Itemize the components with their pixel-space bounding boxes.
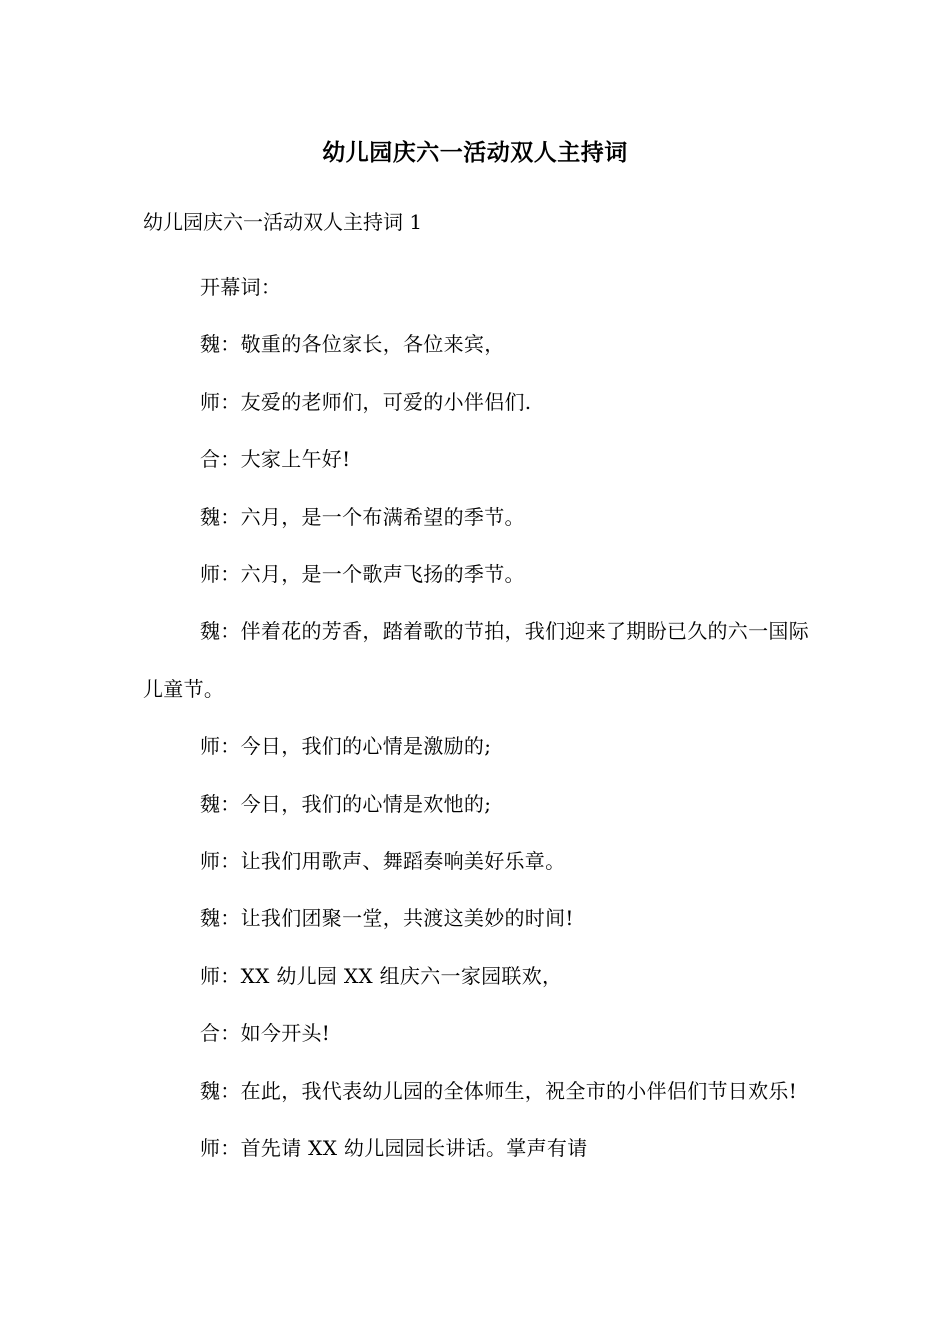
paragraph: 魏：在此，我代表幼儿园的全体师生，祝全市的小伴侣们节日欢乐! [200,1078,798,1103]
paragraph: 魏：让我们团聚一堂，共渡这美妙的时间! [200,906,574,931]
document-title: 幼儿园庆六一活动双人主持词 [322,139,628,166]
paragraph: 师：今日，我们的心情是激励的; [200,734,492,759]
paragraph: 魏：伴着花的芳香，踏着歌的节拍，我们迎来了期盼已久的六一国际儿童节。 [143,619,809,701]
section-heading: 幼儿园庆六一活动双人主持词 1 [143,210,423,234]
paragraph: 师：XX 幼儿园 XX 组庆六一家园联欢， [200,963,563,988]
paragraph: 开幕词： [200,275,282,299]
paragraph: 师：友爱的老师们，可爱的小伴侣们. [200,389,532,414]
paragraph: 师：让我们用歌声、舞蹈奏响美好乐章。 [200,849,566,874]
paragraph: 师：六月，是一个歌声飞扬的季节。 [200,562,525,587]
paragraph: 魏：今日，我们的心情是欢忚的; [200,791,492,816]
paragraph: 合：大家上午好! [200,447,351,472]
paragraph: 魏：敬重的各位家长，各位来宾， [200,332,505,357]
paragraph: 师：首先请 XX 幼儿园园长讲话。掌声有请 [200,1136,588,1161]
paragraph: 魏：六月，是一个布满希望的季节。 [200,504,525,529]
document-body [143,259,810,1178]
paragraph: 合：如今开头! [200,1021,331,1046]
